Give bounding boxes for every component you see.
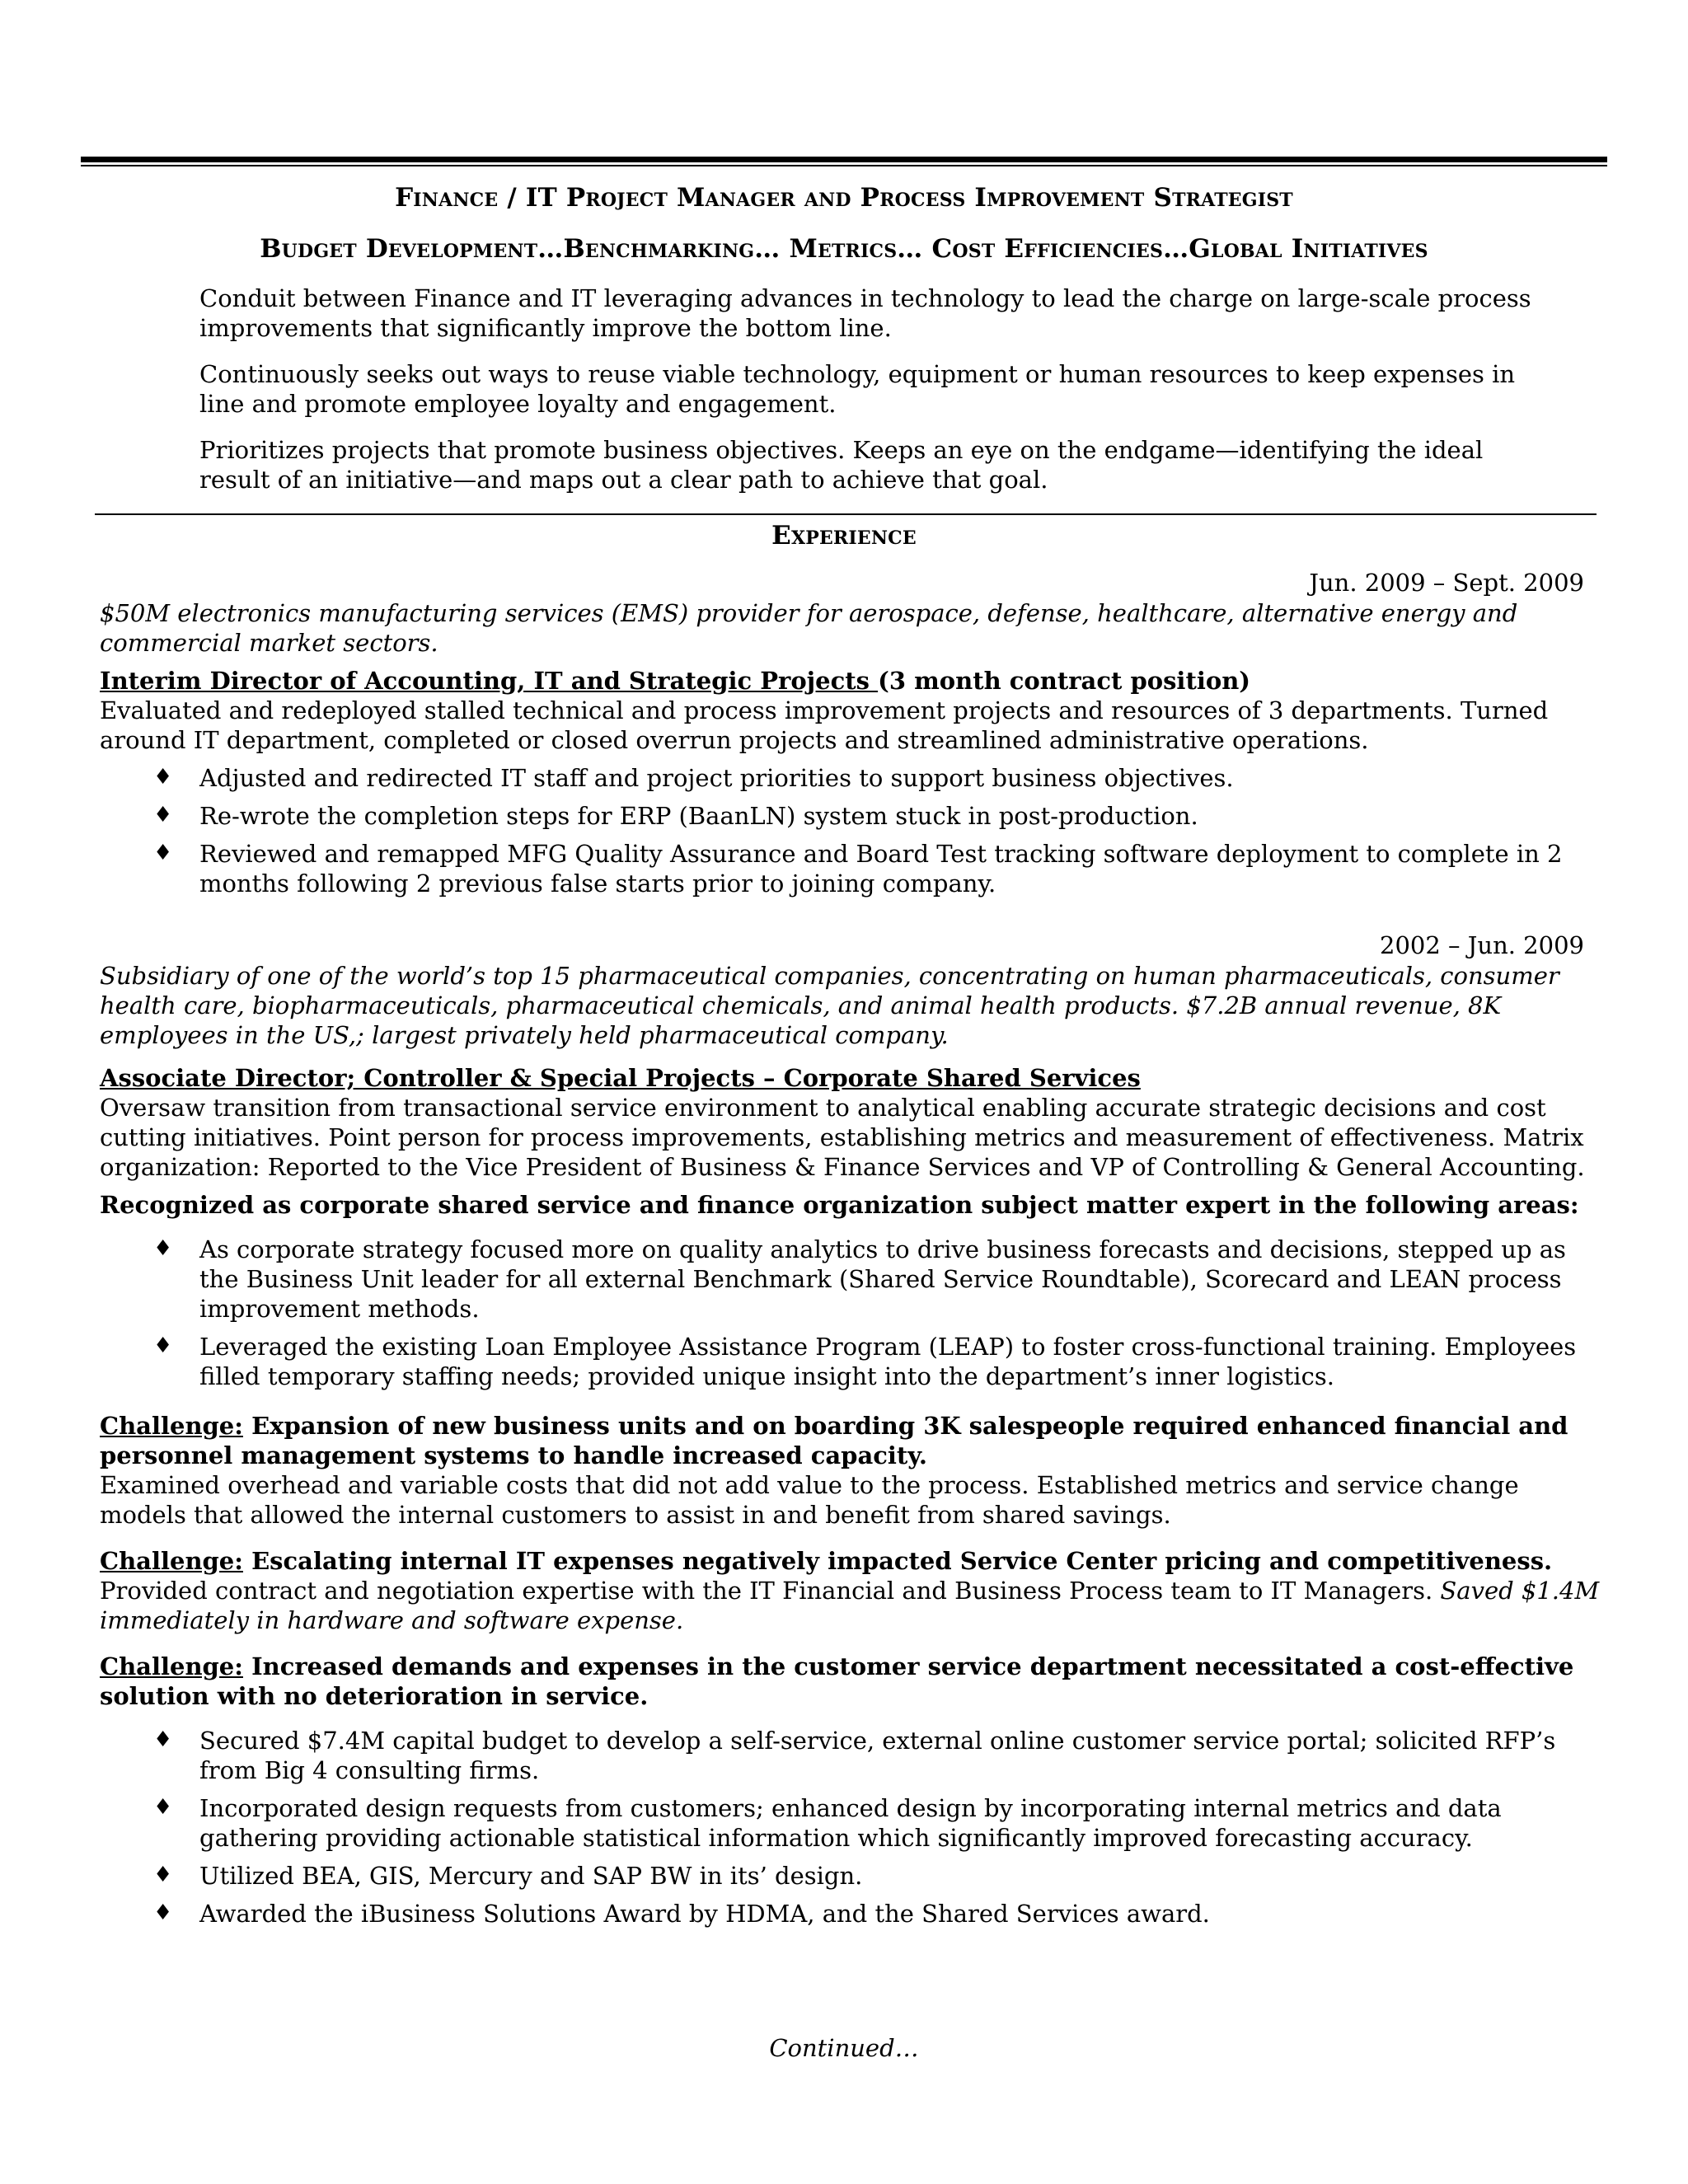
job2-bullet-a2: Leveraged the existing Loan Employee Assistance Program (LEAP) to foster cross-functional training. Employees filled temporary staffing needs; provided unique insight into the department’s inner logistics. <box>199 1333 1577 1390</box>
resume-subtitle: Budget Development…Benchmarking… Metrics… Cost Efficiencies…Global Initiatives <box>260 234 1428 264</box>
job2-title-line <box>100 1063 1600 1093</box>
top-rule-thick <box>81 157 1607 162</box>
job1-bullet-3: Reviewed and remapped MFG Quality Assurance and Board Test tracking software deployment to complete in 2 months following 2 previous false starts prior to joining company. <box>199 840 1563 898</box>
job1-bullet-1: Adjusted and redirected IT staff and project priorities to support business objectives. <box>199 764 1234 792</box>
job2-recognized: Recognized as corporate shared service and finance organization subject matter expert in the following areas: <box>100 1191 1579 1219</box>
job2-bullet-b3: Utilized BEA, GIS, Mercury and SAP BW in its’ design. <box>199 1862 863 1890</box>
challenge-2-label: Challenge: <box>100 1547 243 1575</box>
challenge-3 <box>100 1652 1600 1711</box>
summary-paragraph-3: Prioritizes projects that promote business objectives. Keeps an eye on the endgame—identifying the ideal result of an initiative—and maps out a clear path to achieve that goal. <box>199 436 1484 494</box>
bullet-icon: ♦ <box>153 765 173 790</box>
continued-note: Continued… <box>769 2034 919 2062</box>
challenge-2-body: Provided contract and negotiation expertise with the IT Financial and Business Process team to IT Managers. <box>100 1577 1441 1605</box>
job1-title-suffix: (3 month contract position) <box>878 667 1251 695</box>
job2-dates: 2002 – Jun. 2009 <box>1380 931 1584 959</box>
challenge-3-label: Challenge: <box>100 1652 243 1680</box>
challenge-2-heading: Escalating internal IT expenses negatively impacted Service Center pricing and competitiveness. <box>242 1547 1553 1575</box>
bullet-icon: ♦ <box>153 1236 173 1261</box>
top-rule-thin <box>81 165 1607 166</box>
bullet-icon: ♦ <box>153 1863 173 1887</box>
challenge-1 <box>100 1411 1600 1470</box>
job2-bullet-b4: Awarded the iBusiness Solutions Award by HDMA, and the Shared Services award. <box>199 1900 1210 1928</box>
job2-bullet-a1: As corporate strategy focused more on quality analytics to drive business forecasts and decisions, stepped up as the Business Unit leader for all external Benchmark (Shared Service Roundtable), Scorecard and LEAN process improvement methods. <box>199 1235 1566 1323</box>
challenge-2-text <box>100 1576 1600 1635</box>
challenge-3-heading: Increased demands and expenses in the customer service department necessitated a cost-effective solution with no deterioration in service. <box>100 1652 1574 1710</box>
job1-title: Interim Director of Accounting, IT and Strategic Projects <box>100 667 879 695</box>
section-rule <box>95 513 1597 515</box>
job2-bullet-b2: Incorporated design requests from customers; enhanced design by incorporating internal metrics and data gathering providing actionable statistical information which significantly improved forecasting accuracy. <box>199 1794 1502 1852</box>
summary-paragraph-1: Conduit between Finance and IT leveraging advances in technology to lead the charge on large-scale process improvements that significantly improve the bottom line. <box>199 284 1531 342</box>
experience-heading: Experience <box>771 521 917 551</box>
job2-company-description: Subsidiary of one of the world’s top 15 pharmaceutical companies, concentrating on human pharmaceuticals, consumer health care, biopharmaceuticals, pharmaceutical chemicals, and animal health products. $7.2B annual revenue, 8K employees in the US,; largest privately held pharmaceutical company. <box>100 962 1559 1049</box>
job2-summary: Oversaw transition from transactional service environment to analytical enabling accurate strategic decisions and cost cutting initiatives. Point person for process improvements, establishing metrics and measurement of effectiveness. Matrix organization: Reported to the Vice President of Business & Finance Services and VP of Controlling & General Accounting. <box>100 1094 1585 1181</box>
resume-title: Finance / IT Project Manager and Process Improvement Strategist <box>395 183 1293 213</box>
challenge-1-heading: Expansion of new business units and on boarding 3K salespeople required enhanced financial and personnel management systems to handle increased capacity. <box>100 1412 1568 1469</box>
job1-company-description: $50M electronics manufacturing services (EMS) provider for aerospace, defense, healthcare, alternative energy and commercial market sectors. <box>100 599 1518 657</box>
job1-title-line <box>100 666 1600 696</box>
challenge-2 <box>100 1546 1600 1576</box>
job1-dates: Jun. 2009 – Sept. 2009 <box>1309 569 1584 597</box>
bullet-icon: ♦ <box>153 1333 173 1358</box>
bullet-icon: ♦ <box>153 1727 173 1752</box>
bullet-icon: ♦ <box>153 803 173 827</box>
challenge-2-result: Saved $1.4M immediately in hardware and software expense. <box>100 1577 1600 1634</box>
challenge-1-label: Challenge: <box>100 1412 243 1440</box>
job2-bullet-b1: Secured $7.4M capital budget to develop a self-service, external online customer service portal; solicited RFP’s from Big 4 consulting firms. <box>199 1727 1556 1784</box>
bullet-icon: ♦ <box>153 1795 173 1820</box>
job2-title: Associate Director; Controller & Special Projects – Corporate Shared Services <box>100 1064 1141 1092</box>
summary-paragraph-2: Continuously seeks out ways to reuse viable technology, equipment or human resources to keep expenses in line and promote employee loyalty and engagement. <box>199 360 1516 418</box>
job1-bullet-2: Re-wrote the completion steps for ERP (BaanLN) system stuck in post-production. <box>199 802 1198 830</box>
bullet-icon: ♦ <box>153 841 173 865</box>
challenge-1-text: Examined overhead and variable costs that did not add value to the process. Established metrics and service change models that allowed the internal customers to assist in and benefit from shared savings. <box>100 1471 1519 1529</box>
bullet-icon: ♦ <box>153 1900 173 1925</box>
job1-summary: Evaluated and redeployed stalled technical and process improvement projects and resources of 3 departments. Turned around IT department, completed or closed overrun projects and streamlined administrative operations. <box>100 696 1549 754</box>
